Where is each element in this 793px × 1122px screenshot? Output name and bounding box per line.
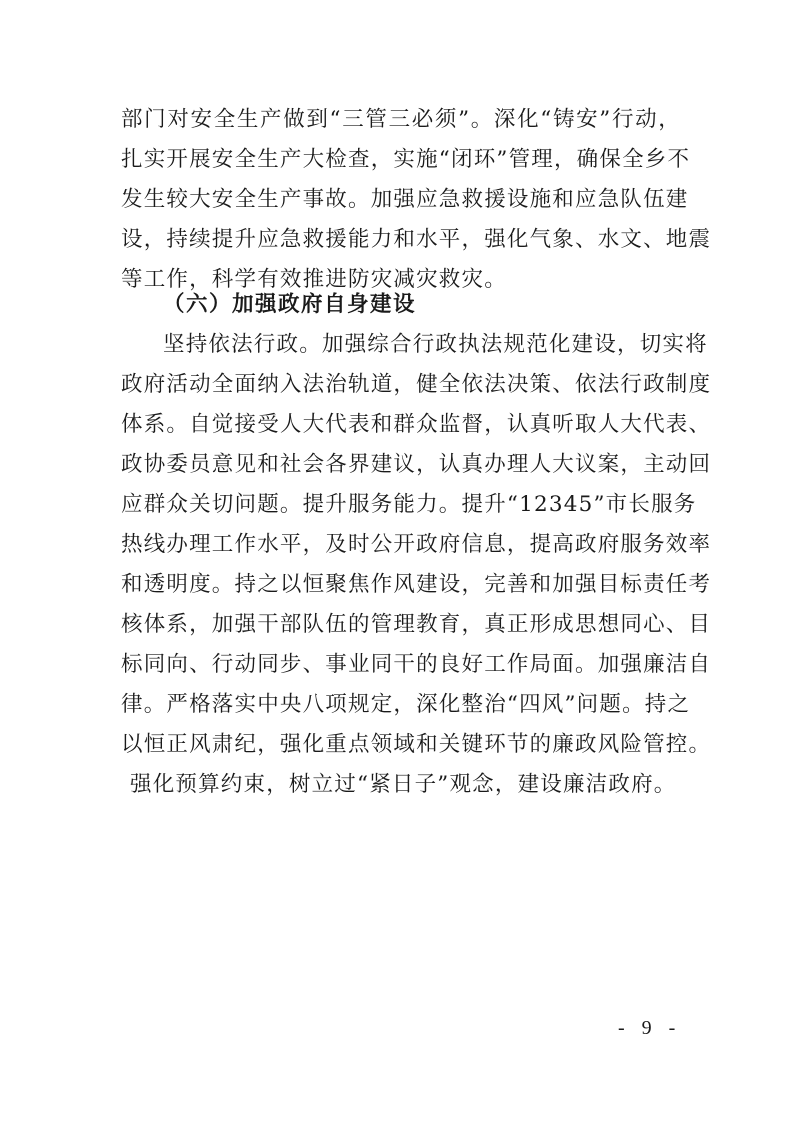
paragraph-line: 设，持续提升应急救援能力和水平，强化气象、水文、地震 <box>121 227 712 252</box>
section-heading: （六）加强政府自身建设 <box>163 292 417 317</box>
paragraph-line: 坚持依法行政。加强综合行政执法规范化建设，切实将 <box>163 332 708 357</box>
paragraph-line: 发生较大安全生产事故。加强应急救援设施和应急队伍建 <box>121 187 689 212</box>
paragraph-line: 体系。自觉接受人大代表和群众监督，认真听取人大代表、 <box>121 412 712 437</box>
page-number: - 9 - <box>618 1017 682 1039</box>
paragraph-line: 核体系，加强干部队伍的管理教育，真正形成思想同心、目 <box>121 612 712 637</box>
paragraph-line: 应群众关切问题。提升服务能力。提升“12345”市长服务 <box>121 492 697 517</box>
paragraph-line: 强化预算约束，树立过“紧日子”观念，建设廉洁政府。 <box>130 772 677 797</box>
paragraph-line: 政协委员意见和社会各界建议，认真办理人大议案，主动回 <box>121 452 712 477</box>
paragraph-line: 标同向、行动同步、事业同干的良好工作局面。加强廉洁自 <box>121 652 712 677</box>
paragraph-line: 律。严格落实中央八项规定，深化整治“四风”问题。持之 <box>121 692 691 717</box>
paragraph-line: 热线办理工作水平，及时公开政府信息，提高政府服务效率 <box>121 532 712 557</box>
paragraph-line: 等工作，科学有效推进防灾减灾救灾。 <box>121 267 507 292</box>
paragraph-line: 部门对安全生产做到“三管三必须”。深化“铸安”行动， <box>121 107 681 132</box>
paragraph-line: 政府活动全面纳入法治轨道，健全依法决策、依法行政制度 <box>121 372 712 397</box>
paragraph-line: 扎实开展安全生产大检查，实施“闭环”管理，确保全乡不 <box>121 147 691 172</box>
paragraph-line: 和透明度。持之以恒聚焦作风建设，完善和加强目标责任考 <box>121 572 712 597</box>
paragraph-line: 以恒正风肃纪，强化重点领域和关键环节的廉政风险管控。 <box>121 732 712 757</box>
